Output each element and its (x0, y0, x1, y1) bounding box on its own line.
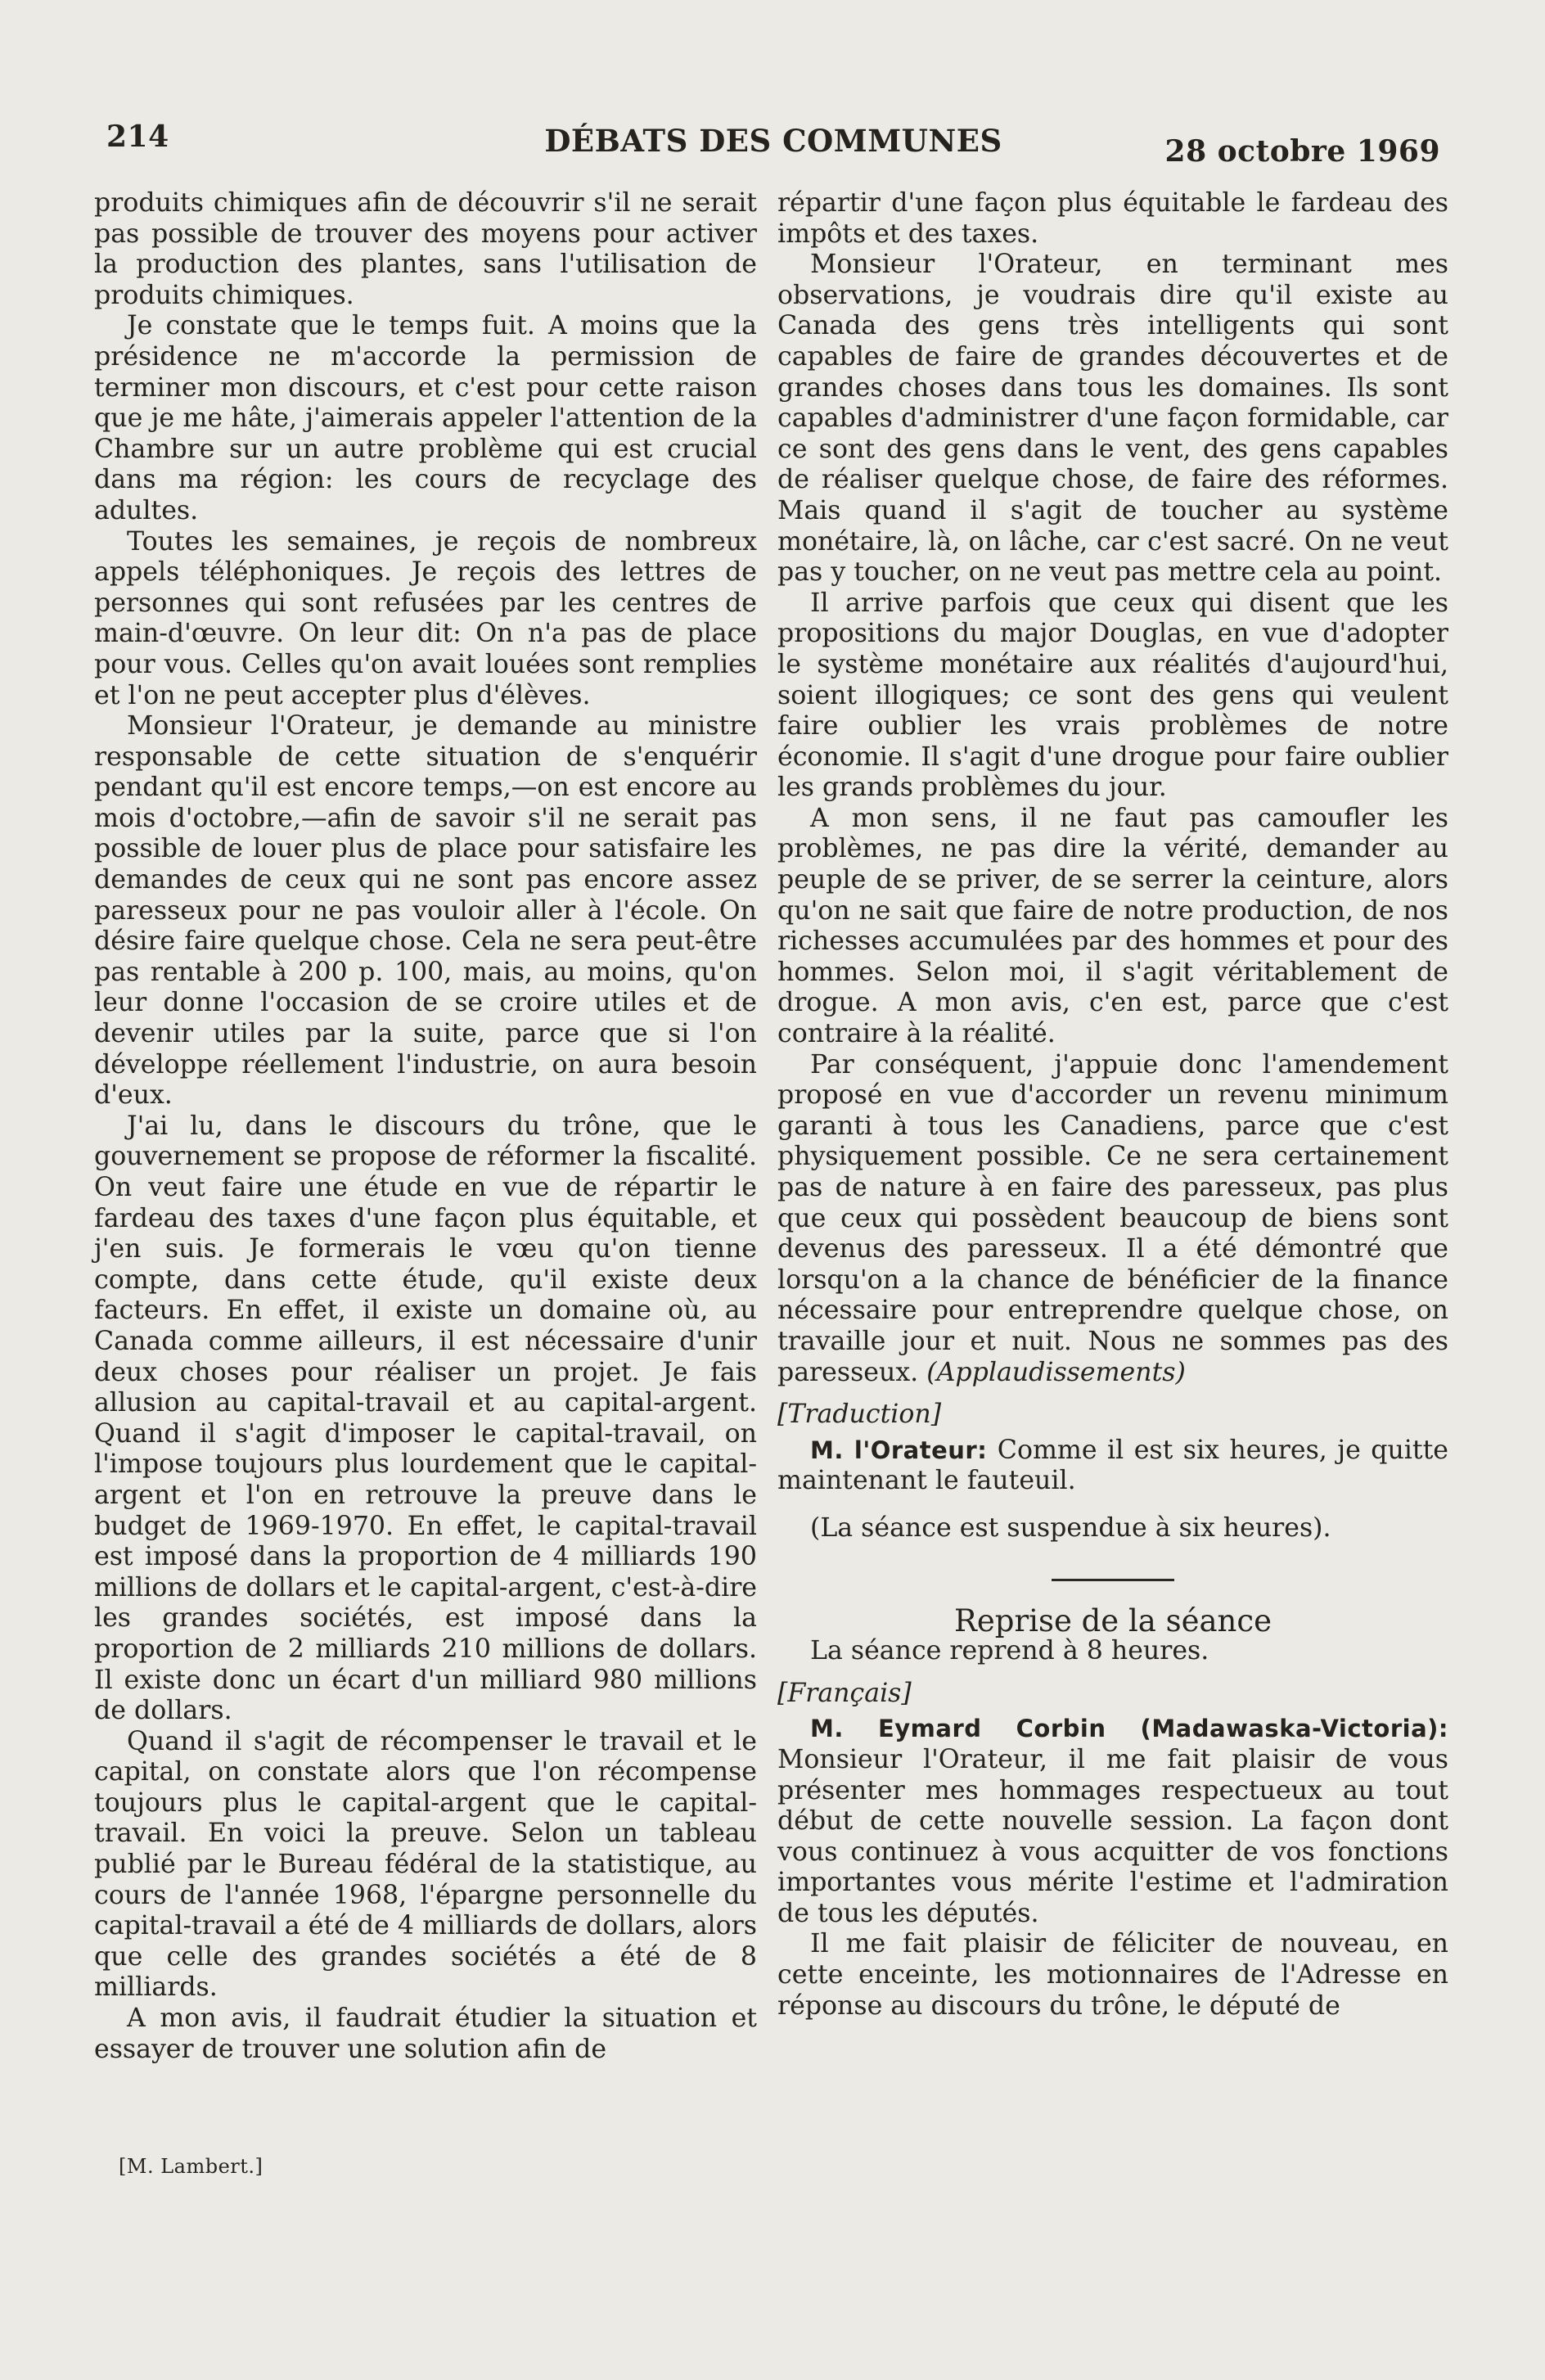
right-column (777, 188, 1448, 2022)
paragraph: J'ai lu, dans le discours du trône, que le gouvernement se propose de réformer la fiscalité. On veut faire une étude en vue de répartir le fardeau des taxes d'une façon plus équitable, et j'en suis. Je formerais le vœu qu'on tienne compte, dans cette étude, qu'il existe deux facteurs. En effet, il existe un domaine où, au Canada comme ailleurs, il est nécessaire d'unir deux choses pour réaliser un projet. Je fais allusion au capital-travail et au capital-argent. Quand il s'agit d'imposer le capital-travail, on l'impose toujours plus lourdement que le capital-argent et l'on en retrouve la preuve dans le budget de 1969-1970. En effet, le capital-travail est imposé dans la proportion de 4 milliards 190 millions de dollars et le capital-argent, c'est-à-dire les grandes sociétés, est imposé dans la proportion de 2 milliards 210 millions de dollars. Il existe donc un écart d'un milliard 980 millions de dollars. (94, 1111, 757, 1726)
speech-paragraph (777, 1436, 1448, 1497)
section-title: Reprise de la séance (954, 1602, 1272, 1639)
speaker-footer-note: [M. Lambert.] (119, 2155, 264, 2178)
paragraph: Toutes les semaines, je reçois de nombreux appels téléphoniques. Je reçois des lettres de personnes qui sont refusées par les centres de main-d'œuvre. On leur dit: On n'a pas de place pour vous. Celles qu'on avait louées sont remplies et l'on ne peut accepter plus d'élèves. (94, 526, 757, 710)
paragraph: A mon avis, il faudrait étudier la situation et essayer de trouver une solution afin de (94, 2004, 757, 2064)
paragraph: répartir d'une façon plus équitable le fardeau des impôts et des taxes. (777, 188, 1448, 249)
translation-tag-text: [Traduction] (777, 1400, 942, 1430)
applause-note: (Applaudissements) (926, 1357, 1186, 1387)
paragraph: Il arrive parfois que ceux qui disent que les propositions du major Douglas, en vue d'adopter le système monétaire aux réalités d'aujourd'hui, soient illogiques; ce sont des gens qui veulent faire oublier les vrais problèmes de notre économie. Il s'agit d'une drogue pour faire oublier les grands problèmes du jour. (777, 588, 1448, 803)
paragraph: Quand il s'agit de récompenser le travail et le capital, on constate alors que l'on récompense toujours plus le capital-argent que le capital-travail. En voici la preuve. Selon un tableau publié par le Bureau fédéral de la statistique, au cours de l'année 1968, l'épargne personnelle du capital-travail a été de 4 milliards de dollars, alors que celle des grandes sociétés a été de 8 milliards. (94, 1726, 757, 2003)
speech-text: Comme il est six heures, je quitte maintenant le fauteuil. (777, 1435, 1449, 1496)
page-date: 28 octobre 1969 (1164, 134, 1440, 169)
paragraph: Il me fait plaisir de féliciter de nouveau, en cette enceinte, les motionnaires de l'Adresse en réponse au discours du trône, le député de (777, 1929, 1448, 2021)
paragraph: produits chimiques afin de découvrir s'il ne serait pas possible de trouver des moyens pour activer la production des plantes, sans l'utilisation de produits chimiques. (94, 188, 757, 310)
paragraph: Monsieur l'Orateur, en terminant mes observations, je voudrais dire qu'il existe au Canada des gens très intelligents qui sont capables de faire de grandes découvertes et de grandes choses dans tous les domaines. Ils sont capables d'administrer d'une façon formidable, car ce sont des gens dans le vent, des gens capables de réaliser quelque chose, de faire des réformes. Mais quand il s'agit de toucher au système monétaire, là, on lâche, car c'est sacré. On ne veut pas y toucher, on ne veut pas mettre cela au point. (777, 250, 1448, 588)
session-suspension: (La séance est suspendue à six heures). (810, 1512, 1331, 1543)
speech-paragraph (777, 1714, 1448, 1929)
section-divider (1052, 1579, 1174, 1581)
language-tag-text: [Français] (777, 1678, 912, 1708)
language-tag (777, 1679, 1448, 1710)
speech-text: Monsieur l'Orateur, il me fait plaisir de vous présenter mes hommages respectueux au tout début de cette nouvelle session. La façon dont vous continuez à vous acquitter de vos fonctions importantes vous mérite l'estime et l'admiration de tous les députés. (777, 1744, 1448, 1928)
translation-tag (777, 1400, 1448, 1431)
paragraph: Monsieur l'Orateur, je demande au ministre responsable de cette situation de s'enquérir pendant qu'il est encore temps,—on est encore au mois d'octobre,—afin de savoir s'il ne serait pas possible de louer plus de place pour satisfaire les demandes de ceux qui ne sont pas encore assez paresseux pour ne pas vouloir aller à l'école. On désire faire quelque chose. Cela ne sera peut-être pas rentable à 200 p. 100, mais, au moins, qu'on leur donne l'occasion de se croire utiles et de devenir utiles par la suite, parce que si l'on développe réellement l'industrie, on aura besoin d'eux. (94, 711, 757, 1111)
left-column (94, 188, 757, 2065)
paragraph: La séance reprend à 8 heures. (810, 1636, 1209, 1666)
paragraph (777, 1050, 1448, 1389)
paragraph-text: Par conséquent, j'appuie donc l'amendement proposé en vue d'accorder un revenu minimum garanti à tous les Canadiens, parce que c'est physiquement possible. Ce ne sera certainement pas de nature à en faire des paresseux, pas plus que ceux qui possèdent beaucoup de biens sont devenus des paresseux. Il a été démontré que lorsqu'on a la chance de bénéficier de la finance nécessaire pour entreprendre quelque chose, on travaille jour et nuit. Nous ne sommes pas des paresseux. (777, 1049, 1448, 1387)
paragraph: Je constate que le temps fuit. A moins que la présidence ne m'accorde la permission de terminer mon discours, et c'est pour cette raison que je me hâte, j'aimerais appeler l'attention de la Chambre sur un autre problème qui est crucial dans ma région: les cours de recyclage des adultes. (94, 311, 757, 525)
page-header (106, 119, 1440, 169)
page-number: 214 (106, 119, 169, 154)
speaker-name: M. l'Orateur: (810, 1436, 988, 1464)
speaker-name: M. Eymard Corbin (Madawaska-Victoria): (810, 1715, 1448, 1743)
paragraph: A mon sens, il ne faut pas camoufler les problèmes, ne pas dire la vérité, demander au peuple de se priver, de se serrer la ceinture, alors qu'on ne sait que faire de notre production, de nos richesses accumulées par des hommes et pour des hommes. Selon moi, il s'agit véritablement de drogue. A mon avis, c'en est, parce que c'est contraire à la réalité. (777, 803, 1448, 1049)
running-title: DÉBATS DES COMMUNES (544, 123, 1002, 159)
